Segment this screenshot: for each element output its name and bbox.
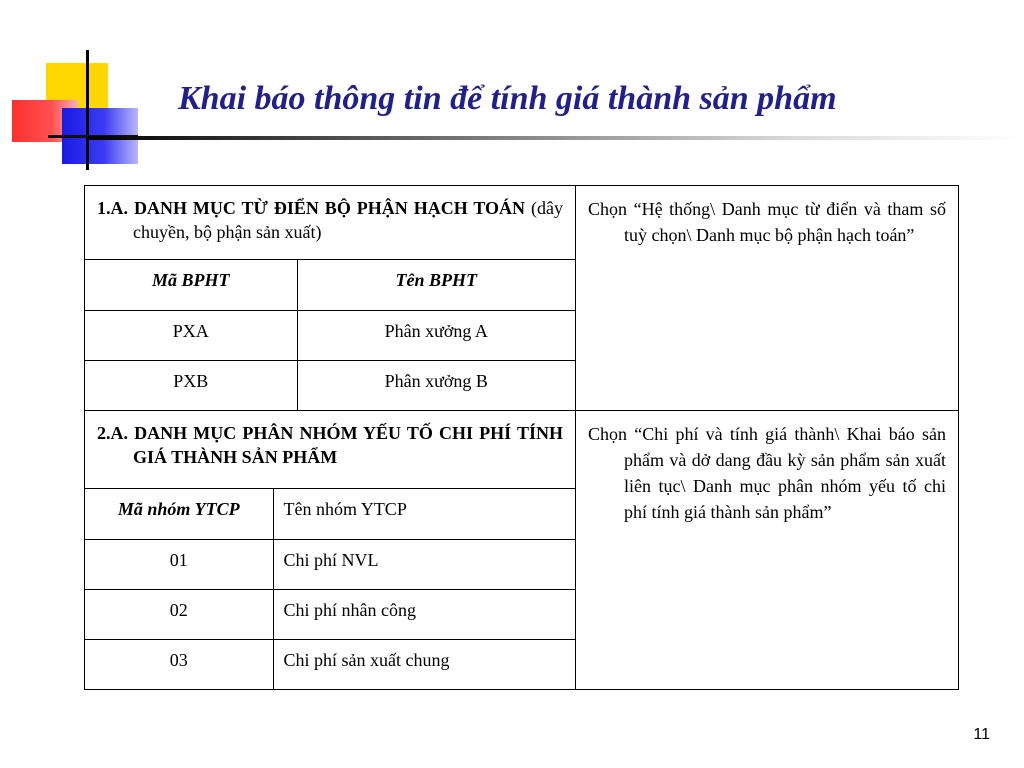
bpht-name-cell: Phân xưởng A xyxy=(297,310,575,360)
title-underline xyxy=(88,136,1024,140)
section-2-heading-bold: 2.A. DANH MỤC PHÂN NHÓM YẾU TỐ CHI PHÍ TÍNH GIÁ THÀNH SẢN PHẨM xyxy=(97,423,563,467)
bpht-code-cell: PXB xyxy=(85,360,297,410)
ytcp-code-cell: 02 xyxy=(85,589,273,639)
section-2-note-cell xyxy=(576,411,959,690)
ytcp-code-cell: 03 xyxy=(85,639,273,689)
section-2-row xyxy=(85,411,959,690)
section-1-heading-bold: 1.A. DANH MỤC TỪ ĐIỂN BỘ PHẬN HẠCH TOÁN xyxy=(97,198,526,218)
page-number: 11 xyxy=(973,726,990,743)
table-row xyxy=(85,310,575,360)
decor-vertical-line xyxy=(86,50,89,170)
section-1-left-cell xyxy=(85,186,576,411)
section-2-left-cell xyxy=(85,411,576,690)
section-1-note: Chọn “Hệ thống\ Danh mục từ điển và tham số tuỳ chọn\ Danh mục bộ phận hạch toán” xyxy=(588,199,946,245)
table-row xyxy=(85,539,575,589)
section-1-note-cell xyxy=(576,186,959,411)
section-1-heading-rest: (dây chuyền, bộ phận sản xuất) xyxy=(133,198,564,242)
column-header-ma-nhom-ytcp: Mã nhóm YTCP xyxy=(85,489,273,539)
bpht-name-cell: Phân xưởng B xyxy=(384,370,488,391)
main-table xyxy=(84,185,959,690)
table-row xyxy=(85,639,575,689)
ytcp-name-cell: Chi phí NVL xyxy=(273,539,575,589)
ytcp-table xyxy=(85,489,575,689)
ytcp-code-cell: 01 xyxy=(85,539,273,589)
column-header-ma-bpht: Mã BPHT xyxy=(85,260,297,310)
ytcp-name-cell: Chi phí sản xuất chung xyxy=(283,649,450,670)
bpht-header-row xyxy=(85,260,575,310)
section-1-heading xyxy=(85,186,575,260)
column-header-ten-nhom-ytcp: Tên nhóm YTCP xyxy=(273,489,575,539)
bpht-code-cell: PXA xyxy=(85,310,297,360)
section-2-heading xyxy=(85,411,575,489)
bpht-table xyxy=(85,260,575,410)
ytcp-name-cell: Chi phí nhân công xyxy=(273,589,575,639)
column-header-ten-bpht: Tên BPHT xyxy=(297,260,575,310)
section-2-note: Chọn “Chi phí và tính giá thành\ Khai báo sản phẩm và dở dang đầu kỳ sản phẩm sản xuất liên tục\ Danh mục phân nhóm yếu tố chi phí tính giá thành sản phẩm” xyxy=(588,424,946,522)
table-row xyxy=(85,360,575,410)
section-1-row xyxy=(85,186,959,411)
table-row xyxy=(85,589,575,639)
ytcp-header-row xyxy=(85,489,575,539)
slide-title: Khai báo thông tin để tính giá thành sản phẩm xyxy=(178,80,837,117)
